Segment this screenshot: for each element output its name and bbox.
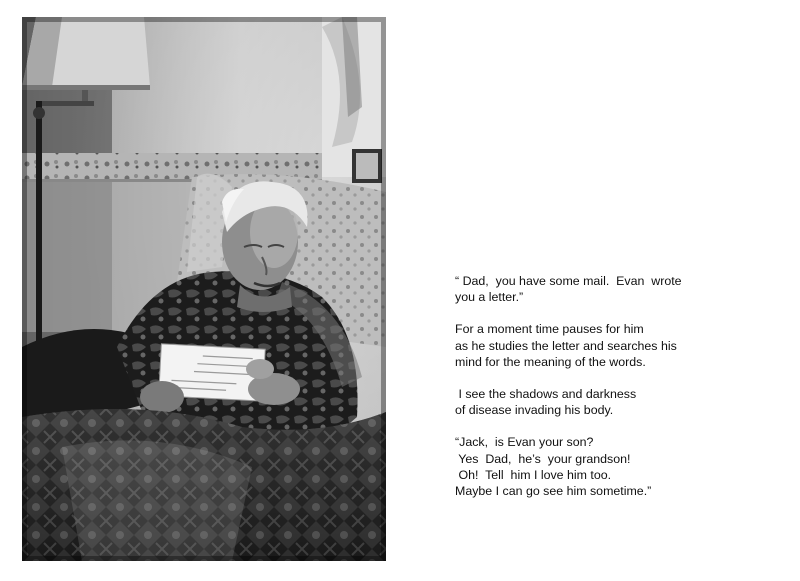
poem-line: of disease invading his body. <box>455 403 614 418</box>
poem-line: Yes Dad, he’s your grandson! <box>455 451 631 466</box>
poem-line: I see the shadows and darkness <box>455 387 637 402</box>
stanza <box>455 386 775 418</box>
poem-line: “ Dad, you have some mail. Evan wrote <box>455 274 682 288</box>
poem-text <box>455 273 775 515</box>
poem-line: mind for the meaning of the words. <box>455 354 646 369</box>
poem-line: you a letter.” <box>455 290 524 305</box>
stanza <box>455 434 775 499</box>
photo <box>22 17 386 561</box>
poem-line: as he studies the letter and searches his <box>455 338 677 353</box>
poem-line: Oh! Tell him I love him too. <box>455 467 612 482</box>
photo-elderly-man-reading-letter <box>22 17 386 561</box>
stanza <box>455 273 775 305</box>
stanza <box>455 321 775 370</box>
poem-line: “Jack, is Evan your son? <box>455 435 594 450</box>
poem-line: Maybe I can go see him sometime.” <box>455 484 652 499</box>
poem-line: For a moment time pauses for him <box>455 322 644 337</box>
